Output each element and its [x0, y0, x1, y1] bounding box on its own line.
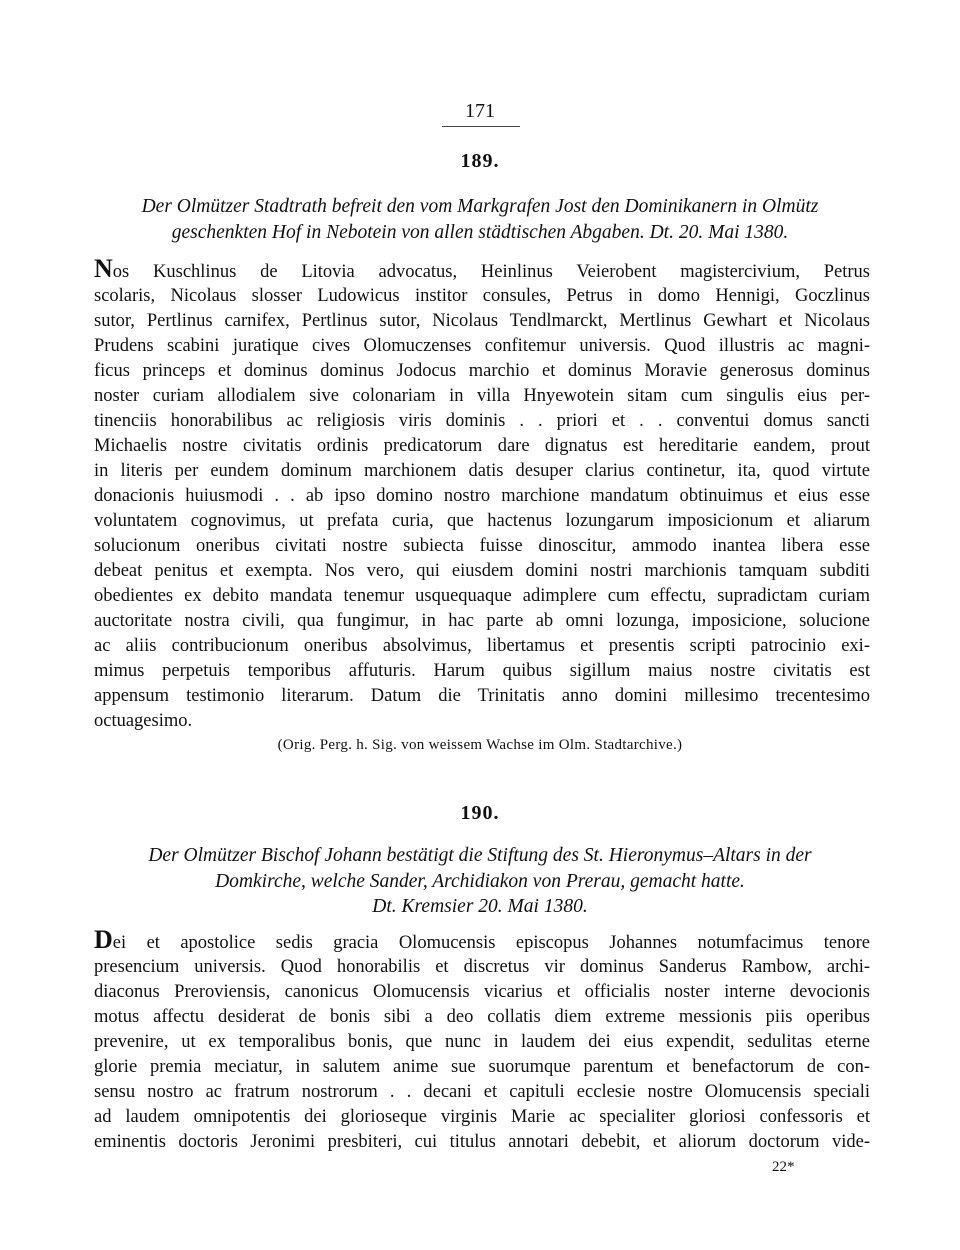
body-line: tinenciis honorabilibus ac religiosis viris dominis . . priori et . . conventui domus sancti: [94, 411, 870, 431]
body-line: obedientes ex debito mandata tenemur usquequaque adimplere cum effectu, supradictam curiam: [94, 586, 870, 606]
body-line: diaconus Preroviensis, canonicus Olomucensis vicarius et officialis noster interne devocionis: [94, 982, 870, 1002]
body-first-line: [94, 254, 870, 284]
body-line: prevenire, ut ex temporalibus bonis, que nunc in laudem dei eius expendit, sedulitas eterne: [94, 1032, 870, 1052]
body-line: ficus princeps et dominus dominus Jodocus marchio et dominus Moravie generosus dominus: [94, 361, 870, 381]
body-line: in literis per eundem dominum marchionem datis desuper clarius continetur, ita, quod virtute: [94, 461, 870, 481]
document-heading-189: [90, 194, 870, 245]
heading-line: Dt. Kremsier 20. Mai 1380.: [372, 896, 588, 917]
body-line: motus affectu desiderat de bonis sibi a deo collatis diem extreme messionis piis operibus: [94, 1007, 870, 1027]
document-number-189: 189.: [460, 150, 500, 172]
first-line-text: ei et apostolice sedis gracia Olomucensis episcopus Johannes notumfacimus tenore: [112, 933, 870, 953]
source-note-189: (Orig. Perg. h. Sig. von weissem Wachse im Olm. Stadtarchive.): [277, 737, 683, 753]
first-line-text: os Kuschlinus de Litovia advocatus, Heinlinus Veierobent magistercivium, Petrus: [112, 262, 870, 282]
body-line: solucionum oneribus civitati nostre subiecta fuisse dinoscitur, ammodo inantea libera esse: [94, 536, 870, 556]
body-line: noster curiam allodialem sive colonariam in villa Hnyewotein sitam cum singulis eius per-: [94, 386, 870, 406]
body-line: sutor, Pertlinus carnifex, Pertlinus sutor, Nicolaus Tendlmarckt, Mertlinus Gewhart et Nicolaus: [94, 311, 870, 331]
body-line: appensum testimonio literarum. Datum die Trinitatis anno domini millesimo trecentesimo: [94, 686, 870, 706]
body-line: presencium universis. Quod honorabilis et discretus vir dominus Sanderus Rambow, archi-: [94, 957, 870, 977]
body-line: ac aliis contribucionum oneribus absolvimus, libertamus et presentis scripti patrocinio exi-: [94, 636, 870, 656]
page-number: 171: [465, 100, 495, 122]
document-body-190: [94, 925, 870, 1155]
body-line: auctoritate nostra civili, qua fungimur, in hac parte ab omni lozunga, imposicione, solucione: [94, 611, 870, 631]
body-line: ad laudem omnipotentis dei glorioseque virginis Marie ac specialiter gloriosi confessoris et: [94, 1107, 870, 1127]
heading-line: Der Olmützer Bischof Johann bestätigt die Stiftung des St. Hieronymus–Altars in der: [148, 845, 812, 866]
body-first-line: [94, 925, 870, 955]
signature-mark: 22*: [772, 1159, 795, 1175]
body-line: debeat penitus et exempta. Nos vero, qui eiusdem domini nostri marchionis tamquam subditi: [94, 561, 870, 581]
body-line: mimus perpetuis temporibus affuturis. Harum quibus sigillum maius nostre civitatis est: [94, 661, 870, 681]
body-line: donacionis huiusmodi . . ab ipso domino nostro marchione mandatum obtinuimus et eius esse: [94, 486, 870, 506]
body-line: sensu nostro ac fratrum nostrorum . . decani et capituli ecclesie nostre Olomucensis speciali: [94, 1082, 870, 1102]
body-line: Prudens scabini juratique cives Olomuczenses confitemur universis. Quod illustris ac magni-: [94, 336, 870, 356]
initial-letter: D: [94, 925, 113, 954]
body-line: voluntatem cognovimus, ut prefata curia, que hactenus lozungarum imposicionum et aliarum: [94, 511, 870, 531]
body-line: glorie premia meciatur, in salutem anime sue suorumque parentum et benefactorum de con-: [94, 1057, 870, 1077]
heading-line: Der Olmützer Stadtrath befreit den vom Markgrafen Jost den Dominikanern in Olmütz: [141, 196, 819, 217]
initial-letter: N: [94, 254, 113, 283]
heading-line: Domkirche, welche Sander, Archidiakon von Prerau, gemacht hatte.: [215, 870, 745, 892]
page-number-rule: [442, 126, 520, 127]
body-line: scolaris, Nicolaus slosser Ludowicus institor consules, Petrus in domo Hennigi, Goczlinus: [94, 286, 870, 306]
heading-line: geschenkten Hof in Nebotein von allen städtischen Abgaben. Dt. 20. Mai 1380.: [171, 221, 789, 243]
body-line: eminentis doctoris Jeronimi presbiteri, cui titulus annotari debebit, et aliorum doctorum vide-: [94, 1132, 870, 1152]
body-line: Michaelis nostre civitatis ordinis predicatorum dare dignatus est hereditarie eandem, prout: [94, 436, 870, 456]
body-line: octuagesimo.: [94, 711, 193, 731]
document-heading-190: [90, 843, 870, 920]
document-number-190: 190.: [460, 802, 500, 824]
document-body-189: [94, 254, 870, 734]
